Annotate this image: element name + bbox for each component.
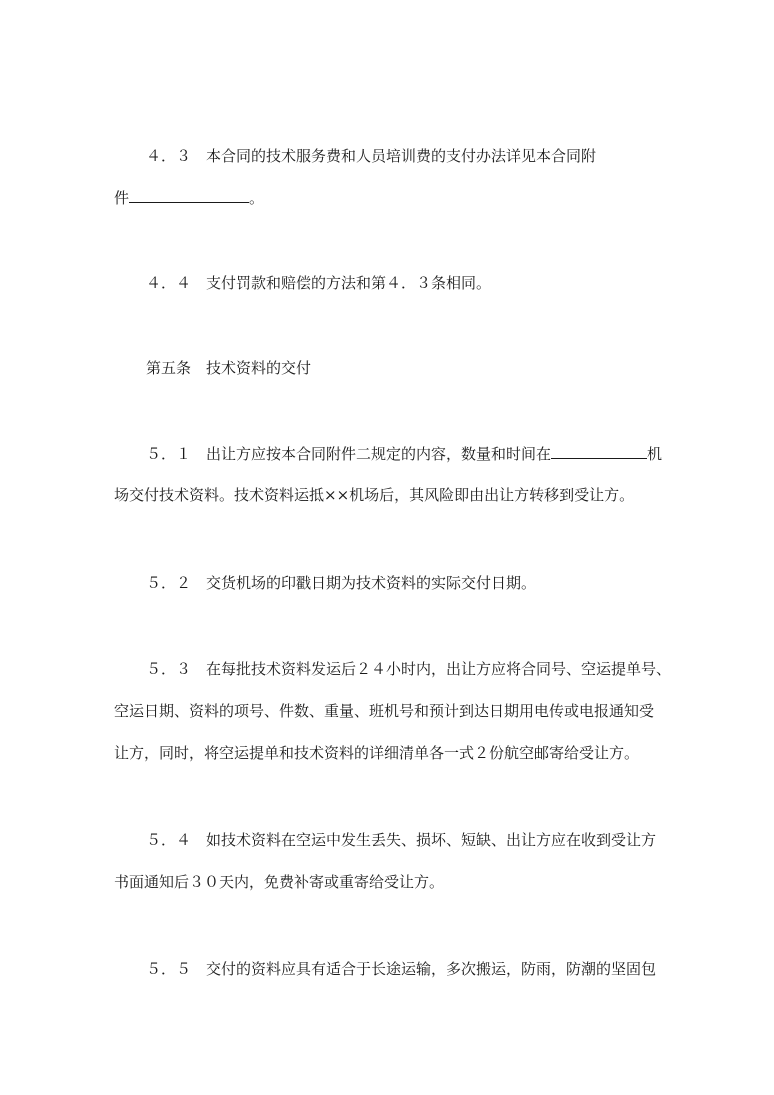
clause-5-3-line-2: 空运日期、资料的项号、件数、重量、班机号和预计到达日期用电传或电报通知受 (114, 702, 655, 720)
clause-5-2-line-1: ５．２ 交货机场的印戳日期为技术资料的实际交付日期。 (146, 574, 537, 592)
clause-5-4-line-2: 书面通知后３０天内，免费补寄或重寄给受让方。 (114, 873, 445, 891)
clause-5-1-line-2: 场交付技术资料。技术资料运抵××机场后，其风险即由出让方转移到受让方。 (114, 486, 635, 504)
fill-in-blank (129, 188, 249, 203)
clause-5-1-prefix: ５．１ 出让方应按本合同附件二规定的内容，数量和时间在 (146, 445, 552, 463)
clause-5-1-suffix: 机 (647, 445, 663, 463)
fill-in-blank (551, 444, 647, 459)
clause-5-3-line-3: 让方，同时，将空运提单和技术资料的详细清单各一式２份航空邮寄给受让方。 (114, 744, 640, 762)
clause-4-4-line-1: ４．４ 支付罚款和赔偿的方法和第４．３条相同。 (146, 274, 492, 292)
clause-5-1-line-1 (146, 444, 662, 464)
clause-4-3-line-1: ４．３ 本合同的技术服务费和人员培训费的支付办法详见本合同附 (146, 147, 597, 165)
clause-4-3-suffix: 。 (249, 189, 265, 207)
clause-4-3-line-2 (114, 188, 264, 208)
article-5-heading: 第五条 技术资料的交付 (146, 359, 312, 377)
clause-5-5-line-1: ５．５ 交付的资料应具有适合于长途运输，多次搬运，防雨，防潮的坚固包 (146, 960, 657, 978)
clause-4-3-prefix: 件 (114, 189, 130, 207)
clause-5-3-line-1: ５．３ 在每批技术资料发运后２４小时内，出让方应将合同号、空运提单号、 (146, 660, 672, 678)
clause-5-4-line-1: ５．４ 如技术资料在空运中发生丢失、损坏、短缺、出让方应在收到受让方 (146, 831, 657, 849)
